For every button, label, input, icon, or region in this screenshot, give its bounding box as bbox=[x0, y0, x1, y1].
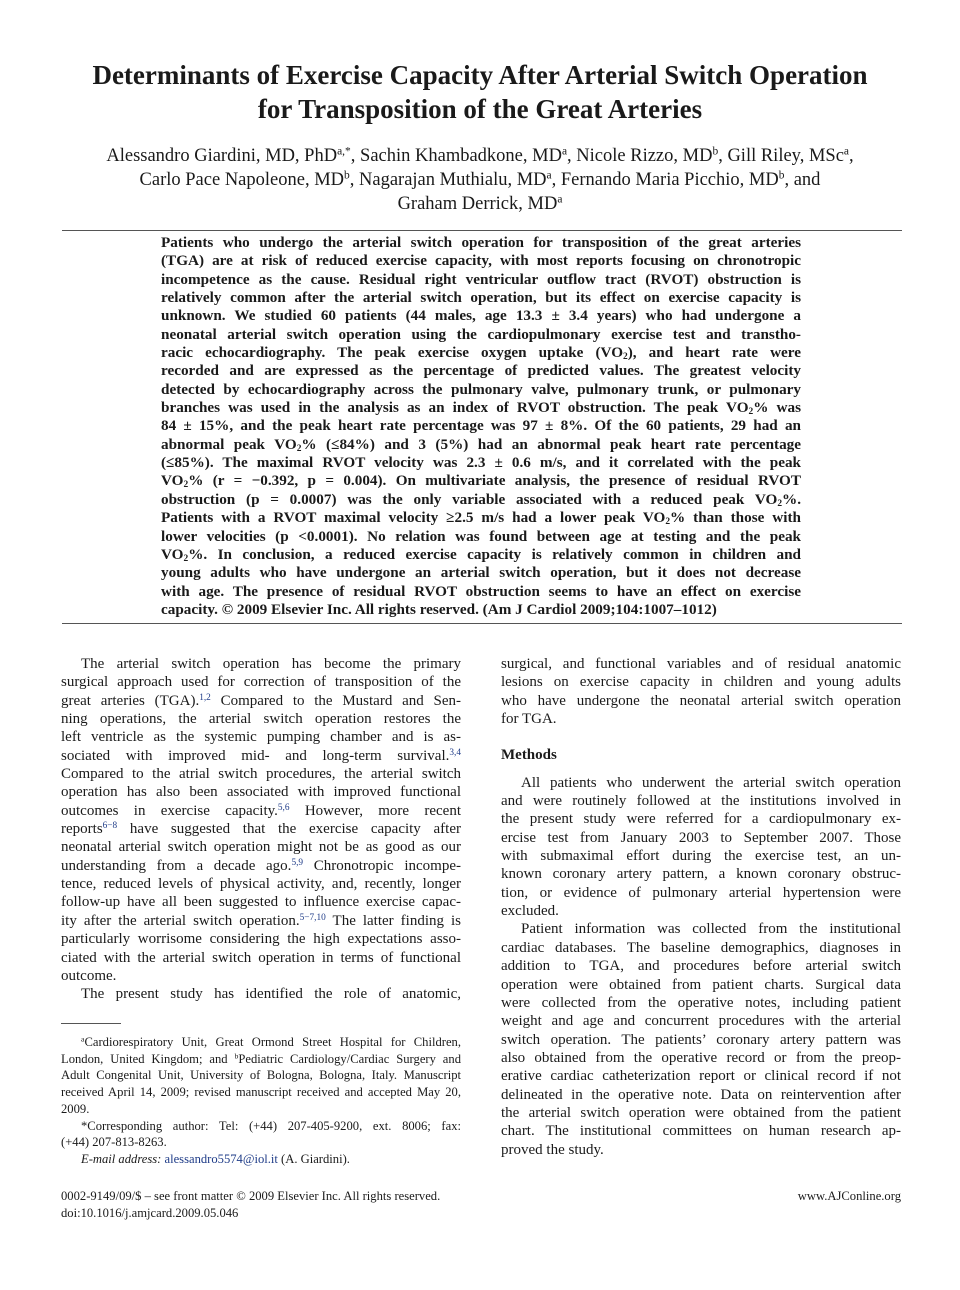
author-line-3: Graham Derrick, $MD^a$ bbox=[397, 193, 563, 214]
citation-ref[interactable]: 6−8 bbox=[102, 820, 118, 831]
article-title bbox=[40, 58, 920, 126]
author-list bbox=[40, 144, 920, 216]
author-line-1: Alessandro Giardini, MD, PhD$^{a,*}$, Sachin Khambadkone, $MD^a$, Nicole Rizzo, $MD^b$, Gill Riley, MSc$^a$, bbox=[106, 145, 854, 166]
abstract-bottom-rule bbox=[62, 623, 902, 624]
journal-website: www.AJConline.org bbox=[797, 1189, 901, 1203]
title-line-1: Determinants of Exercise Capacity After Arterial Switch Operation bbox=[92, 60, 868, 90]
issn-line: 0002-9149/09/$ – see front matter © 2009 Elsevier Inc. All rights reserved. bbox=[61, 1189, 441, 1203]
footnotes: $^a$Cardiorespiratory Unit, Great Ormond Street Hospital for Children, London, United Kingdom; and $^b$Pediatric Cardiology/Cardiac Surgery and Adult Congenital Unit, University of Bologna, Bologna, Italy. Manuscript received April 14, 2009; revised manuscript received and accepted May 20, 2009. *Corresponding author: Tel: (+44) 207-405-9200, ext. 8006; fax: (+44) 207-813-8263. E-mail address: alessandro5574@iol.it (A. Giardini). bbox=[61, 1034, 461, 1166]
citation-ref[interactable]: 5−7,10 bbox=[299, 912, 326, 923]
citation-ref[interactable]: 3,4 bbox=[449, 747, 461, 758]
author-email-link[interactable]: alessandro5574@iol.it bbox=[164, 1151, 278, 1166]
methods-heading: Methods bbox=[501, 747, 557, 764]
right-column: surgical, and functional variables and of residual anatomic lesions on exercise capacity in children and young adults who have undergone the neonatal arterial switch operation for TGA. Methods All patients who underwent the arterial switch operation and were routinely followed at the institutions involved in the present study were referred for a cardiopulmonary ex- ercise test from January 2003 to September 2007. Those with submaximal effort during the exercise test, an un- known coronary artery pattern, a known coronary obstruc- tion, or evidence of pulmonary arterial hypertension were excluded. Patient information was collected from the institutional cardiac databases. The baseline demographics, diagnoses in addition to TGA, and procedures before arterial switch operation were obtained from patient charts. Surgical data were collected from the operative notes, including patient weight and age and concurrent procedures with the arterial switch operation. The patients’ coronary artery pattern was also obtained from the operative record or from the preop- erative cardiac catheterization report or clinical record if not delineated in the operative note. Data on reintervention after the arterial switch operation were obtained from the patient chart. The institutional committees on human research ap- proved the study. bbox=[501, 656, 901, 1158]
citation-ref[interactable]: 1,2 bbox=[199, 692, 211, 703]
citation-ref[interactable]: 5,6 bbox=[277, 802, 290, 813]
footer-publication-info bbox=[61, 1188, 440, 1222]
footnote-rule bbox=[61, 1023, 121, 1024]
title-line-2: for Transposition of the Great Arteries bbox=[257, 94, 703, 124]
author-line-2: Carlo Pace Napoleone, $MD^b$, Nagarajan Muthialu, $MD^a$, Fernando Maria Picchio, $MD^b$, and bbox=[139, 169, 821, 190]
abstract-top-rule bbox=[62, 230, 902, 231]
citation-ref[interactable]: 5,9 bbox=[291, 857, 304, 868]
doi-line: doi:10.1016/j.amjcard.2009.05.046 bbox=[61, 1206, 239, 1220]
abstract: Patients who undergo the arterial switch operation for transposition of the great arteries (TGA) are at risk of reduced exercise capacity, with most reports focusing on chronotropic incompetence as the cause. Residual right ventricular outflow tract (RVOT) obstruction is relatively common after the arterial switch operation, but its effect on exercise capacity is unknown. We studied 60 patients (44 males, age 13.3 ± 3.4 years) who had undergone a neonatal arterial switch operation using the cardiopulmonary exercise test and transtho- racic echocardiography. The peak exercise oxygen uptake $(VO_2)$, and heart rate were recorded and are expressed as the percentage of predicted values. The greatest velocity detected by echocardiography across the pulmonary valve, pulmonary trunk, or pulmonary branches was used in the analysis as an index of RVOT obstruction. The peak $VO_2\%$ was 84 ± 15%, and the peak heart rate percentage was 97 ± 8%. Of the 60 patients, 29 had an abnormal peak $VO_2\%$ (≤84%) and 3 (5%) had an abnormal peak heart rate percentage (≤85%). The maximal RVOT velocity was 2.3 ± 0.6 m/s, and it correlated with the peak $VO_2\%$ (r = −0.392, p = 0.004). On multivariate analysis, the presence of residual RVOT obstruction (p = 0.0007) was the only variable associated with a reduced peak $VO_2\%$. Patients with a RVOT maximal velocity ≥2.5 m/s had a lower peak $VO_2\%$ than those with lower velocities (p <0.0001). No relation was found between age at testing and the peak $VO_2\%$. In conclusion, a reduced exercise capacity is relatively common in children and young adults who have undergone an arterial switch operation, but it does not decrease with age. The presence of residual RVOT obstruction seems to have an effect on exercise capacity. © 2009 Elsevier Inc. All rights reserved. (Am J Cardiol 2009;104:1007–1012) bbox=[161, 234, 802, 618]
left-column: The arterial switch operation has become the primary surgical approach used for correction of transposition of the great arteries (TGA).$^{1,2}$ Compared to the Mustard and Sen- ning operations, the arterial switch operation restores the left ventricle as the systemic pumping chamber and is as- sociated with improved mid- and long-term survival.$^{3,4}$ Compared to the atrial switch procedures, the arterial switch operation has also been associated with improved functional outcomes in exercise capacity.$^{5,6}$ However, more recent reports$^{6-8}$ have suggested that the exercise capacity after neonatal arterial switch operation might not be as good as our understanding from a decade ago.$^{5,9}$ Chronotropic incompe- tence, reduced levels of physical activity, and, recently, longer follow-up have all been suggested to influence exercise capac- ity after the arterial switch operation.$^{5-7,10}$ The latter finding is particularly worrisome considering the high expectations asso- ciated with the arterial switch operation in terms of functional outcome. The present study has identified the role of anatomic, bbox=[61, 656, 461, 1003]
